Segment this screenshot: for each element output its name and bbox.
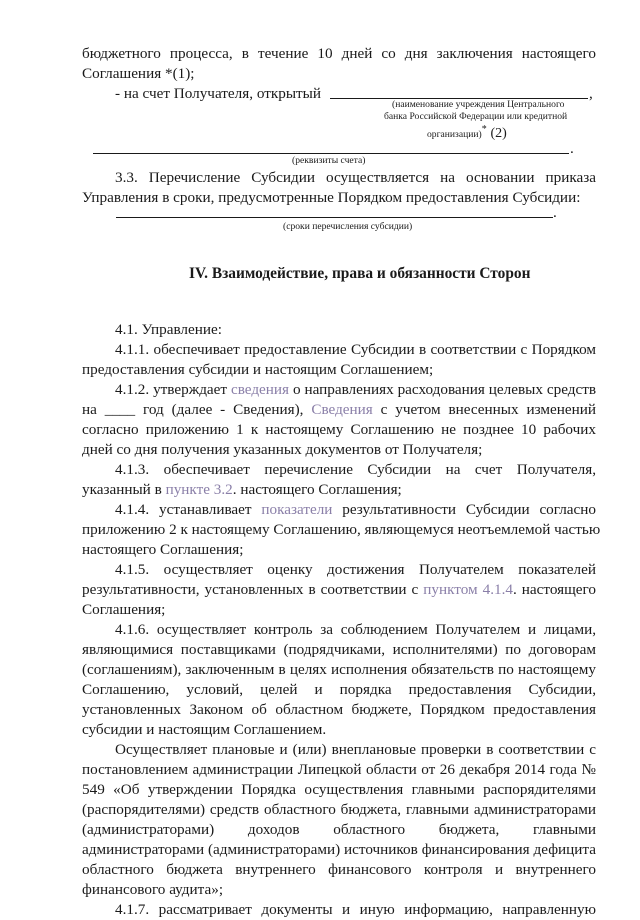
footnote-number: (2): [490, 126, 507, 141]
link-pokazateli[interactable]: показатели: [261, 501, 333, 518]
text-line: .: [570, 140, 574, 157]
text-line: финансового аудита»;: [82, 881, 224, 898]
text-run: с учетом внесенных изменений: [380, 401, 596, 418]
text-line: [82, 580, 596, 600]
text-line: 549 «Об утверждении Порядка осуществления главными распорядителями: [82, 781, 596, 798]
field-caption: (наименование учреждения Центрального: [392, 99, 565, 110]
text-line: 4.1.5. осуществляет оценку достижения Получателем показателей: [115, 561, 596, 578]
text-line: Управления в сроки, предусмотренные Порядком предоставления Субсидии:: [82, 189, 581, 206]
text-line: приложению 2 к настоящему Соглашению, являющемуся неотъемлемой частью: [82, 521, 601, 538]
text-line: установленных Законом об областном бюджете, Порядком предоставления: [82, 701, 596, 718]
field-caption: банка Российской Федерации или кредитной: [384, 111, 568, 122]
text-line: дней со дня получения указанных документов от Получателя;: [82, 441, 483, 458]
text-run: о направлениях расходования целевых средств: [292, 381, 597, 398]
text-line: являющимися поставщиками (подрядчиками, исполнителями) по договорам: [82, 641, 596, 658]
text-line: [115, 380, 596, 400]
text-line: Соглашению, условий, целей и порядка предоставления Субсидии,: [82, 681, 596, 698]
text-run: . настоящего Соглашения;: [232, 481, 402, 498]
text-run: результативности, установленных в соответствии с: [82, 581, 419, 598]
text-line: бюджетного процесса, в течение 10 дней со дня заключения настоящего: [82, 45, 596, 62]
text-line: 4.1.6. осуществляет контроль за соблюдением Получателем и лицами,: [115, 621, 596, 638]
text-run: указанный в: [82, 481, 162, 498]
text-line: [82, 400, 596, 420]
text-line: Соглашения *(1);: [82, 65, 195, 82]
text-line: ,: [589, 85, 593, 102]
text-run: 4.1.2. утверждает: [115, 381, 228, 398]
text-line: .: [553, 204, 557, 221]
text-line: (соглашениям), заключенным в целях исполнения обязательств по настоящему: [82, 661, 596, 678]
fill-in-rule: [116, 217, 553, 218]
text-line: [115, 500, 596, 520]
link-punkt-3-2[interactable]: пункте 3.2: [165, 481, 233, 498]
text-line: [82, 480, 402, 500]
text-line: настоящего Соглашения;: [82, 541, 244, 558]
text-line: администраторами (администраторами) источников финансирования дефицита: [82, 841, 596, 858]
text-line: предоставления субсидии и настоящим Соглашением;: [82, 361, 434, 378]
text-line: 4.1.3. обеспечивает перечисление Субсидии на счет Получателя,: [115, 461, 596, 478]
text-line: субсидии и настоящим Соглашением.: [82, 721, 327, 738]
link-svedeniya[interactable]: сведения: [230, 381, 290, 398]
text-line: областного бюджета внутреннего финансового контроля и внутреннего: [82, 861, 596, 878]
section-heading: IV. Взаимодействие, права и обязанности Сторон: [189, 265, 531, 282]
text-line: Осуществляет плановые и (или) внеплановые проверки в соответствии с: [115, 741, 596, 758]
text-line: 4.1. Управление:: [115, 321, 222, 338]
text-line: (администраторами) доходов областного бюджета, главными: [82, 821, 596, 838]
footnote-marker: *: [481, 124, 487, 135]
text-run: результативности Субсидии согласно: [342, 501, 597, 518]
link-punkt-4-1-4[interactable]: пунктом 4.1.4: [423, 581, 513, 598]
field-caption: (сроки перечисления субсидии): [283, 221, 413, 232]
text-line: 4.1.1. обеспечивает предоставление Субсидии в соответствии с Порядком: [115, 341, 596, 358]
field-caption: (реквизиты счета): [292, 155, 366, 166]
text-line: - на счет Получателя, открытый: [115, 85, 322, 102]
text-run: 4.1.4. устанавливает: [115, 501, 252, 518]
text-line: постановлением администрации Липецкой области от 26 декабря 2014 года №: [82, 761, 596, 778]
field-caption-text: организации): [427, 129, 482, 140]
text-line: (распорядителями) средств областного бюджета, главными администраторами: [82, 801, 596, 818]
text-line: 4.1.7. рассматривает документы и иную информацию, направленную: [115, 901, 596, 918]
text-run: на ____ год (далее - Сведения),: [82, 401, 304, 418]
text-line: согласно приложению 1 к настоящему Соглашению не позднее 10 рабочих: [82, 421, 596, 438]
text-line: Соглашения;: [82, 601, 166, 618]
text-run: . настоящего: [512, 581, 596, 598]
text-line: 3.3. Перечисление Субсидии осуществляется на основании приказа: [115, 169, 596, 186]
fill-in-rule: [93, 153, 569, 154]
link-svedeniya[interactable]: Сведения: [311, 401, 373, 418]
field-caption-with-footnote: [427, 123, 507, 145]
